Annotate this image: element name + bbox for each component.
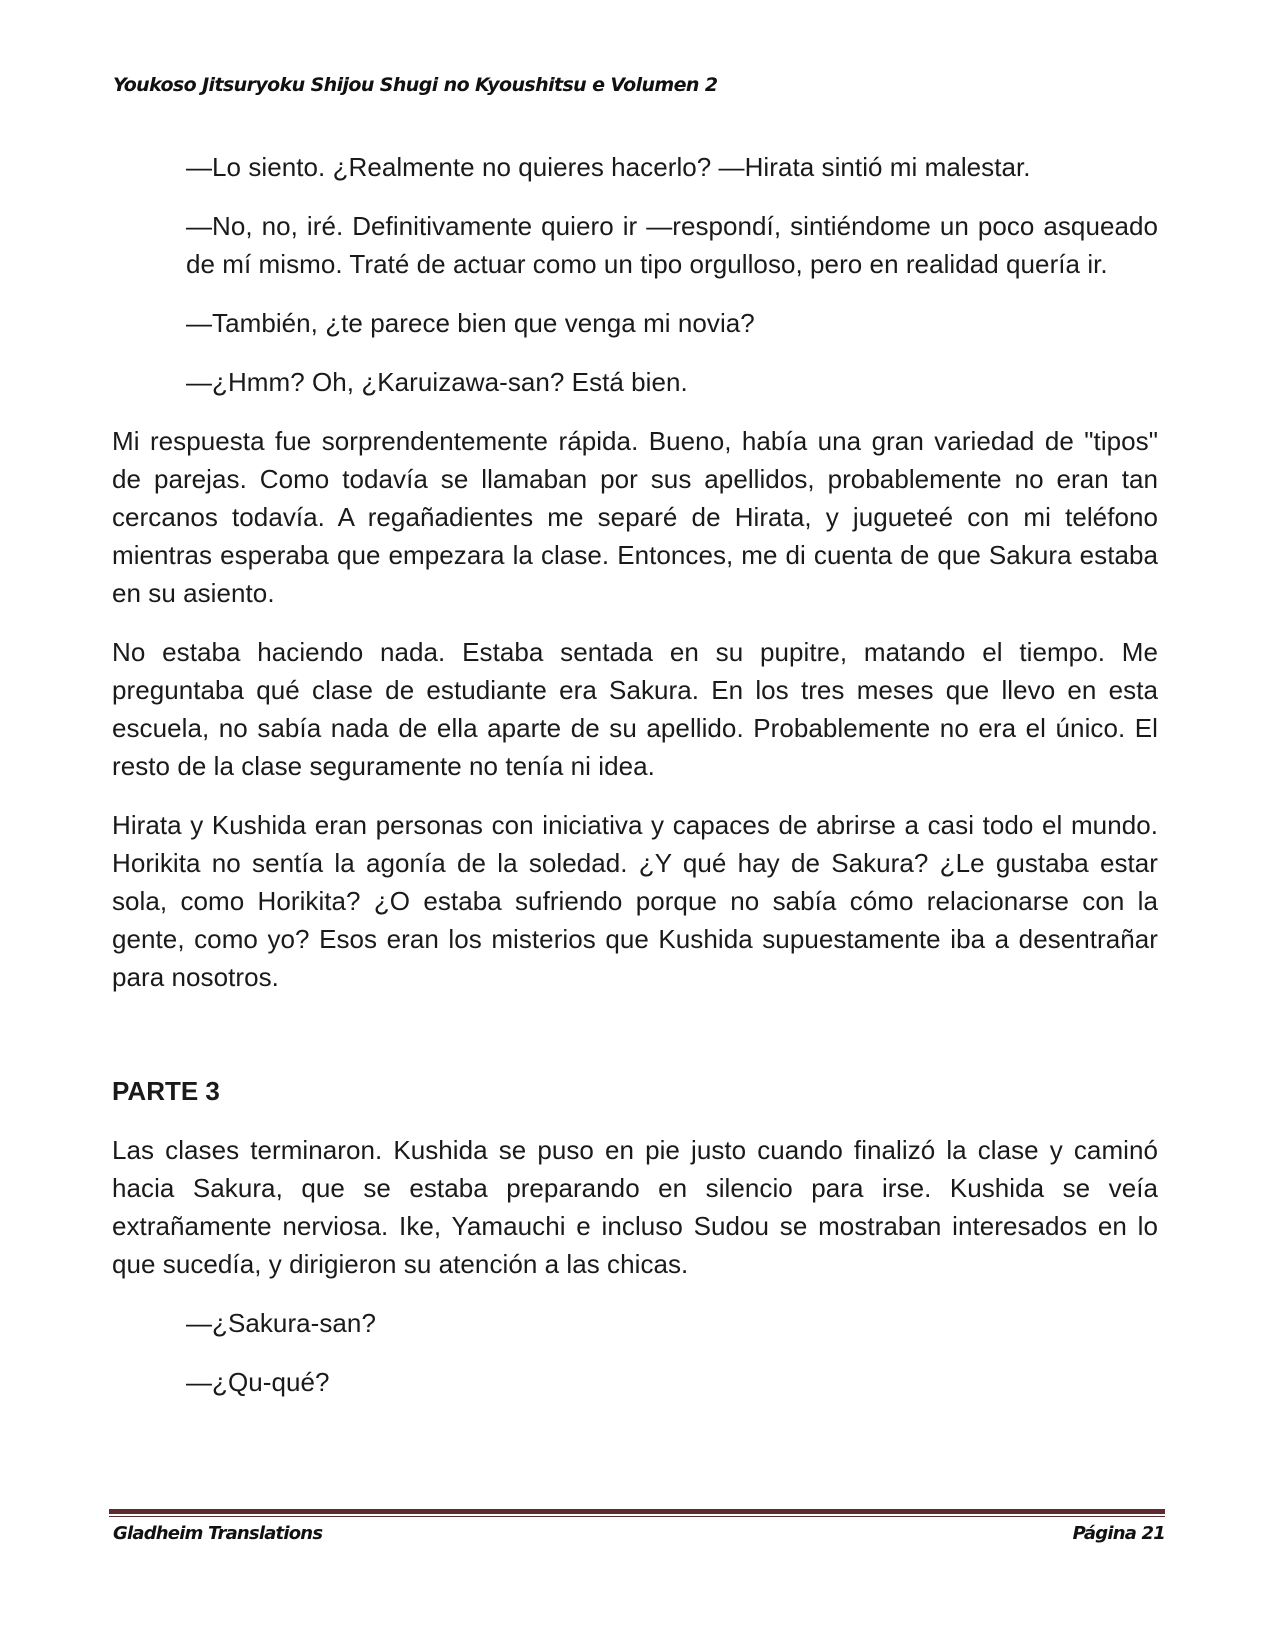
dialogue-line: —¿Hmm? Oh, ¿Karuizawa-san? Está bien. [186, 367, 688, 397]
body-paragraph: Las clases terminaron. Kushida se puso en pie justo cuando finalizó la clase y caminó hacia Sakura, que se estaba preparando en silencio para irse. Kushida se veía extrañamente nerviosa. Ike, Yamauchi e incluso Sudou se mostraban interesados en lo que sucedía, y dirigieron su atención a las chicas. [112, 1135, 1158, 1279]
footer-divider-thin [109, 1516, 1165, 1517]
dialogue-line: —¿Sakura-san? [186, 1308, 376, 1338]
dialogue-line: —También, ¿te parece bien que venga mi novia? [186, 308, 755, 338]
footer-publisher: Gladheim Translations [113, 1523, 323, 1544]
body-paragraph: Mi respuesta fue sorprendentemente rápida. Bueno, había una gran variedad de "tipos" de parejas. Como todavía se llamaban por sus apellidos, probablemente no eran tan cercanos todavía. A regañadientes me separé de Hirata, y jugueteé con mi teléfono mientras esperaba que empezara la clase. Entonces, me di cuenta de que Sakura estaba en su asiento. [112, 426, 1158, 608]
dialogue-line: —¿Qu-qué? [186, 1367, 330, 1397]
dialogue-line: —Lo siento. ¿Realmente no quieres hacerlo? —Hirata sintió mi malestar. [186, 152, 1031, 182]
body-paragraph: Hirata y Kushida eran personas con iniciativa y capaces de abrirse a casi todo el mundo. Horikita no sentía la agonía de la soledad. ¿Y qué hay de Sakura? ¿Le gustaba estar sola, como Horikita? ¿O estaba sufriendo porque no sabía cómo relacionarse con la gente, como yo? Esos eran los misterios que Kushida supuestamente iba a desentrañar para nosotros. [112, 810, 1158, 992]
footer-divider [109, 1509, 1165, 1517]
running-header: Youkoso Jitsuryoku Shijou Shugi no Kyoushitsu e Volumen 2 [113, 74, 718, 96]
footer-page-number: Página 21 [1072, 1523, 1165, 1544]
dialogue-line: —No, no, iré. Definitivamente quiero ir —respondí, sintiéndome un poco asqueado de mí mismo. Traté de actuar como un tipo orgulloso, pero en realidad quería ir. [186, 211, 1158, 279]
page-body [112, 148, 1158, 1422]
footer-divider-thick [109, 1509, 1165, 1514]
section-heading: PARTE 3 [112, 1076, 220, 1106]
body-paragraph: No estaba haciendo nada. Estaba sentada en su pupitre, matando el tiempo. Me preguntaba qué clase de estudiante era Sakura. En los tres meses que llevo en esta escuela, no sabía nada de ella aparte de su apellido. Probablemente no era el único. El resto de la clase seguramente no tenía ni idea. [112, 637, 1158, 781]
